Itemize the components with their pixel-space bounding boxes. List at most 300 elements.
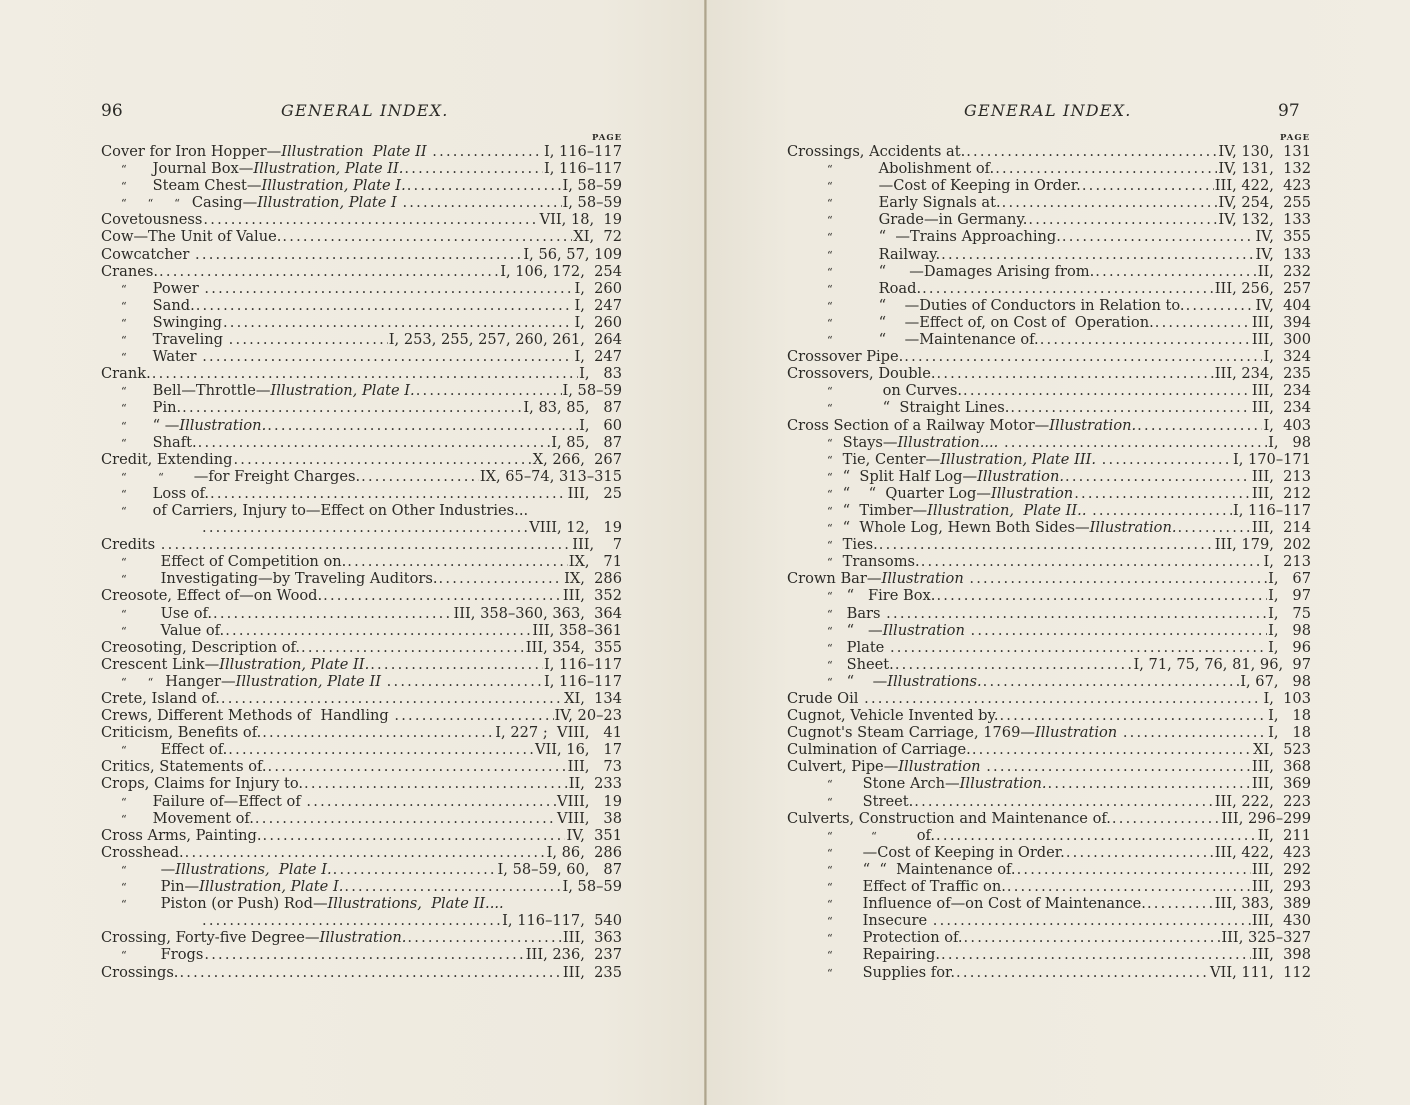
page-reference: III, 7 — [572, 536, 622, 554]
entry-text: Crossovers, Double. — [787, 365, 936, 383]
dot-leader — [890, 639, 1267, 656]
page-reference: III, 292 — [1251, 860, 1311, 878]
page-reference: I, 247 — [574, 296, 622, 314]
entry-text: Transoms. — [842, 553, 920, 571]
page-reference: I, 58–59 — [562, 382, 622, 400]
index-entry — [101, 810, 622, 827]
ditto-marks: “ — [121, 163, 127, 177]
page-reference: I, 106, 172, 254 — [500, 262, 622, 280]
entry-text: Shaft. — [152, 433, 197, 451]
entry-label — [787, 451, 1101, 468]
index-entry — [101, 724, 622, 741]
ditto-marks: “ — [827, 641, 833, 655]
entry-label — [101, 553, 346, 570]
ditto-marks: “ — [827, 436, 833, 450]
dot-leader — [268, 758, 567, 775]
dot-leader — [210, 485, 567, 502]
dot-leader — [196, 297, 574, 314]
entry-illustration-note: Illustration — [881, 570, 969, 588]
index-entry — [101, 622, 622, 639]
page-reference: I, 116–117, 540 — [502, 912, 622, 930]
entry-label — [101, 536, 160, 553]
entry-text: Casing— — [191, 194, 258, 212]
entry-text: Creosoting, Description of. — [101, 638, 301, 656]
entry-label — [787, 639, 889, 656]
entry-label — [101, 263, 158, 280]
running-head: GENERAL INDEX. — [964, 101, 1132, 120]
index-entry — [787, 365, 1311, 382]
index-entry — [101, 485, 622, 502]
entry-label — [787, 844, 1065, 861]
entry-label — [101, 758, 267, 775]
index-entry — [101, 861, 622, 878]
dot-leader — [971, 622, 1268, 639]
entry-label — [101, 622, 224, 639]
dot-leader — [904, 348, 1262, 365]
entry-text: “ Split Half Log— — [842, 467, 978, 485]
ditto-marks: “ — [827, 334, 833, 348]
page-reference: III, 235 — [562, 963, 622, 981]
entry-text: Cover for Iron Hopper— — [101, 143, 282, 160]
entry-label — [101, 160, 403, 177]
dot-leader — [262, 724, 494, 741]
page-column-label: PAGE — [1280, 133, 1311, 143]
ditto-marks: “ “ “ — [121, 197, 180, 211]
entry-text: Crank. — [101, 365, 151, 383]
entry-label — [787, 861, 1016, 878]
index-entry — [787, 314, 1311, 331]
entry-label — [101, 929, 406, 946]
entry-label — [101, 365, 151, 382]
ditto-marks: “ — [827, 607, 833, 621]
dot-leader — [255, 810, 556, 827]
index-entry — [101, 160, 622, 177]
ditto-marks: “ — [827, 504, 833, 518]
page-reference: I, 85, 87 — [551, 433, 622, 451]
entry-label — [787, 707, 998, 724]
page-reference: III, 300 — [1251, 331, 1311, 349]
dot-leader — [1137, 417, 1262, 434]
entry-text: Creosote, Effect of—on Wood. — [101, 587, 323, 605]
index-entry — [787, 639, 1311, 656]
index-entries — [101, 143, 622, 981]
dot-leader — [963, 382, 1251, 399]
dot-leader — [969, 570, 1267, 587]
page-reference: III, 325–327 — [1221, 929, 1311, 947]
entry-text: Loss of. — [152, 484, 210, 502]
page-reference: I, 18 — [1268, 724, 1311, 742]
entry-illustration-note: Illustration, Plate I. — [199, 878, 344, 896]
index-entry — [101, 194, 622, 211]
entry-label — [101, 810, 254, 827]
entry-text: “ —Effect of, on Cost of Operation. — [878, 313, 1154, 331]
index-entry — [787, 622, 1311, 639]
ditto-marks: “ — [121, 504, 127, 518]
page-reference: II, 211 — [1257, 826, 1311, 844]
page-reference: I, 83, 85, 87 — [523, 399, 622, 417]
entry-text: Influence of—on Cost of Maintenance. — [862, 895, 1146, 913]
index-entry — [787, 587, 1311, 604]
dot-leader — [922, 280, 1214, 297]
page-reference: III, 354, 355 — [525, 638, 622, 656]
dot-leader — [229, 331, 388, 348]
entry-text: Use of. — [160, 604, 212, 622]
page-reference: VIII, 19 — [557, 792, 622, 810]
page-reference: III, 234 — [1251, 399, 1311, 417]
page-reference: III, 296–299 — [1221, 809, 1311, 827]
entry-label — [787, 587, 935, 604]
dot-leader — [1155, 314, 1251, 331]
index-entry — [787, 468, 1311, 485]
entry-label — [787, 246, 940, 263]
dot-leader — [301, 639, 525, 656]
dot-leader — [895, 656, 1133, 673]
index-entry — [787, 160, 1311, 177]
entry-label — [101, 946, 203, 963]
entry-label — [101, 485, 209, 502]
entry-label — [101, 570, 438, 587]
page-reference: III, 213 — [1251, 467, 1311, 485]
entry-label — [787, 553, 920, 570]
dot-leader — [941, 246, 1254, 263]
page-reference: IV, 133 — [1255, 245, 1311, 263]
index-entry — [101, 912, 622, 929]
page-reference: X, 266, 267 — [532, 450, 622, 468]
entry-label — [101, 827, 262, 844]
dot-leader — [983, 673, 1240, 690]
entry-label — [101, 861, 332, 878]
entry-label — [787, 382, 962, 399]
entry-text: Repairing. — [862, 946, 940, 964]
ditto-marks: “ — [827, 949, 833, 963]
entry-text: Crews, Different Methods of Handling — [101, 707, 394, 725]
index-entry — [101, 587, 622, 604]
page-reference: I, 75 — [1268, 604, 1311, 622]
ditto-marks: “ — [827, 197, 833, 211]
entry-text: “ —Duties of Conductors in Relation to. — [878, 296, 1185, 314]
ditto-marks: “ — [827, 898, 833, 912]
dot-leader — [282, 228, 572, 245]
page-reference: XI, 523 — [1253, 741, 1311, 759]
ditto-marks: “ “ — [121, 675, 154, 689]
entry-label — [101, 878, 343, 895]
index-entry — [101, 382, 622, 399]
page-reference: III, 236, 237 — [525, 946, 622, 964]
entry-text: “ Timber— — [842, 501, 928, 519]
ditto-marks: “ — [121, 812, 127, 826]
ditto-marks: “ — [827, 590, 833, 604]
dot-leader — [361, 468, 479, 485]
index-entry — [787, 878, 1311, 895]
page-reference: I, 403 — [1263, 416, 1311, 434]
ditto-marks: “ — [827, 299, 833, 313]
entry-text: “ “ Quarter Log— — [842, 484, 991, 502]
page-reference: I, 324 — [1263, 348, 1311, 366]
dot-leader — [304, 775, 568, 792]
dot-leader — [936, 827, 1257, 844]
page-reference: I, 67, 98 — [1240, 672, 1311, 690]
entry-label — [101, 605, 212, 622]
entry-text: Cugnot's Steam Carriage, 1769— — [787, 724, 1035, 742]
page-reference: III, 398 — [1251, 946, 1311, 964]
entry-label — [101, 228, 281, 245]
entry-label — [787, 502, 1091, 519]
page-reference: I, 116–117 — [543, 655, 622, 673]
entry-label — [101, 417, 266, 434]
page-number: 97 — [1278, 101, 1300, 121]
ditto-marks: “ — [121, 949, 127, 963]
entry-label — [787, 177, 1081, 194]
ditto-marks: “ — [121, 863, 127, 877]
page-reference: III, 358–361 — [532, 621, 622, 639]
entry-text: “ “ Maintenance of. — [862, 860, 1016, 878]
dot-leader — [879, 536, 1214, 553]
dot-leader — [407, 929, 562, 946]
page-reference: VII, 18, 19 — [539, 211, 622, 229]
entry-label — [787, 810, 1111, 827]
page-column-label: PAGE — [592, 133, 623, 143]
page-reference: I, 97 — [1268, 587, 1311, 605]
dot-leader — [937, 365, 1214, 382]
page-reference: IX, 65–74, 313–315 — [479, 467, 622, 485]
index-entry — [101, 399, 622, 416]
entry-illustration-note: Illustration.... — [897, 433, 1003, 451]
entry-text: Credits — [101, 536, 160, 554]
dot-leader — [1102, 451, 1232, 468]
page-reference: IV, 351 — [566, 826, 622, 844]
page-reference: VIII, 12, 19 — [529, 519, 622, 537]
index-entry — [787, 758, 1311, 775]
entry-text: Piston (or Push) Rod— — [160, 895, 328, 913]
page-reference: I, 227 ; VIII, 41 — [495, 724, 622, 742]
entry-text: “ Whole Log, Hewn Both Sides— — [842, 519, 1090, 537]
page-reference: III, 234, 235 — [1214, 365, 1311, 383]
entry-illustration-note: Illustration, Plate I — [257, 194, 402, 212]
dot-leader — [402, 194, 561, 211]
dot-leader — [1002, 194, 1218, 211]
ditto-marks: “ — [121, 282, 127, 296]
entry-text: Ties. — [842, 536, 878, 554]
entry-text: Failure of—Effect of — [152, 792, 306, 810]
entry-text: Movement of. — [152, 809, 254, 827]
index-entry — [787, 827, 1311, 844]
entry-label — [101, 793, 305, 810]
entry-label — [101, 673, 386, 690]
entry-label — [787, 964, 955, 981]
index-entry — [101, 605, 622, 622]
index-entry — [787, 228, 1311, 245]
entry-text: Covetousness — [101, 211, 203, 229]
page-reference: I, 253, 255, 257, 260, 261, 264 — [388, 331, 622, 349]
entry-text: Criticism, Benefits of. — [101, 724, 262, 742]
ditto-marks: “ — [827, 385, 833, 399]
dot-leader — [933, 912, 1251, 929]
index-entry — [787, 724, 1311, 741]
entry-text: Crescent Link— — [101, 655, 220, 673]
entry-text: Stone Arch— — [862, 775, 960, 793]
dot-leader — [864, 690, 1262, 707]
entry-label — [787, 912, 932, 929]
index-entry — [101, 348, 622, 365]
ditto-marks: “ — [121, 334, 127, 348]
ditto-marks: “ — [827, 675, 833, 689]
page-reference: XI, 72 — [573, 228, 622, 246]
dot-leader — [439, 570, 564, 587]
ditto-marks: “ — [121, 351, 127, 365]
entry-illustration-note: Illustration — [882, 621, 970, 639]
page-reference: III, 222, 223 — [1214, 792, 1311, 810]
dot-leader — [195, 246, 522, 263]
entry-label — [787, 211, 1027, 228]
index-entry — [787, 570, 1311, 587]
entry-text: —Cost of Keeping in Order. — [862, 843, 1065, 861]
index-entry — [101, 570, 622, 587]
ditto-marks: “ — [827, 265, 833, 279]
ditto-marks: “ — [827, 487, 833, 501]
entry-label — [787, 793, 913, 810]
page-reference: IV, 131, 132 — [1218, 160, 1311, 178]
entry-label — [787, 775, 1047, 792]
dot-leader — [1112, 810, 1221, 827]
entry-text: Insecure — [862, 912, 932, 930]
page-reference: I, 98 — [1268, 433, 1311, 451]
index-entry — [787, 519, 1311, 536]
page-reference: I, 58–59, 60, 87 — [497, 860, 622, 878]
entry-text: Early Signals at. — [878, 194, 1001, 212]
entry-text: Railway. — [878, 245, 941, 263]
dot-leader — [1082, 177, 1214, 194]
dot-leader — [1074, 485, 1251, 502]
index-entry — [101, 741, 622, 758]
ditto-marks: “ “ — [121, 470, 164, 484]
index-entry — [101, 297, 622, 314]
entry-illustration-note: Illustration, Plate II. — [219, 655, 370, 673]
entry-label — [787, 194, 1001, 211]
entry-label — [787, 297, 1185, 314]
index-entry — [787, 502, 1311, 519]
entry-label — [787, 263, 1094, 280]
entry-label — [787, 570, 968, 587]
entry-label — [787, 365, 936, 382]
index-entry — [787, 895, 1311, 912]
ditto-marks: “ — [827, 539, 833, 553]
entry-label — [787, 348, 903, 365]
page-reference: IV, 20–23 — [554, 707, 622, 725]
index-entry — [101, 758, 622, 775]
entry-label — [787, 331, 1039, 348]
dot-leader — [416, 382, 562, 399]
entry-label — [101, 639, 300, 656]
index-entry — [101, 964, 622, 981]
page-reference: II, 232 — [1257, 262, 1311, 280]
dot-leader — [228, 741, 534, 758]
page-reference: I, 260 — [574, 279, 622, 297]
page-reference: III, 25 — [567, 484, 622, 502]
index-entry — [787, 707, 1311, 724]
dot-leader — [387, 673, 543, 690]
dot-leader — [306, 793, 556, 810]
entry-illustration-note: Illustration, Plate III. — [940, 450, 1101, 468]
entry-text: Cowcatcher — [101, 245, 195, 263]
entry-text: Supplies for. — [862, 963, 956, 981]
entry-label — [787, 160, 994, 177]
entry-text: Bars — [846, 604, 886, 622]
entry-text: Tie, Center— — [842, 450, 941, 468]
entry-label — [787, 485, 1073, 502]
index-entry — [101, 775, 622, 792]
entry-label — [101, 741, 227, 758]
entry-text: Stays— — [842, 433, 898, 451]
entry-label — [101, 331, 228, 348]
entry-label — [101, 502, 528, 519]
index-entry — [787, 844, 1311, 861]
index-entry — [787, 177, 1311, 194]
page-reference: I, 58–59 — [562, 177, 622, 195]
dot-leader — [986, 758, 1251, 775]
entry-text: Crossings, Accidents at. — [787, 143, 966, 160]
page-reference: I, 96 — [1268, 638, 1311, 656]
entry-text: “ —Trains Approaching. — [878, 228, 1061, 246]
ditto-marks: “ — [121, 487, 127, 501]
dot-leader — [972, 741, 1252, 758]
ditto-marks: “ — [827, 214, 833, 228]
dot-leader — [1065, 468, 1251, 485]
index-entry — [787, 912, 1311, 929]
entry-illustration-note: Illustration, Plate II — [235, 672, 386, 690]
page-reference: I, 116–117 — [1232, 501, 1311, 519]
entry-label — [787, 758, 985, 775]
entry-label — [101, 382, 415, 399]
page-reference: III, 422, 423 — [1214, 177, 1311, 195]
dot-leader — [198, 434, 551, 451]
index-entry — [101, 434, 622, 451]
page-reference: I, 170–171 — [1232, 450, 1311, 468]
ditto-marks: “ — [121, 316, 127, 330]
entry-label — [787, 434, 1003, 451]
page-reference: II, 233 — [568, 775, 622, 793]
ditto-marks: “ — [121, 299, 127, 313]
entry-label — [101, 895, 504, 912]
entry-text: Crown Bar— — [787, 570, 882, 588]
page-reference: III, 383, 389 — [1214, 895, 1311, 913]
index-entry — [787, 673, 1311, 690]
dot-leader — [179, 964, 561, 981]
index-entry — [787, 451, 1311, 468]
ditto-marks: “ — [827, 778, 833, 792]
index-entry — [787, 348, 1311, 365]
index-entry — [787, 331, 1311, 348]
entry-label — [787, 929, 963, 946]
entry-text: Investigating—by Traveling Auditors. — [160, 570, 438, 588]
index-entry — [787, 194, 1311, 211]
dot-leader — [225, 622, 531, 639]
page-reference: III, 430 — [1251, 912, 1311, 930]
entry-label — [787, 622, 970, 639]
index-entry — [101, 536, 622, 553]
entry-illustration-note: Illustration, Plate I. — [270, 382, 415, 400]
index-entry — [787, 964, 1311, 981]
index-entry — [101, 519, 622, 536]
ditto-marks: “ — [121, 881, 127, 895]
dot-leader — [233, 451, 531, 468]
page-reference: III, 212 — [1251, 484, 1311, 502]
entry-label — [787, 228, 1061, 245]
entry-label — [101, 177, 406, 194]
index-entry — [101, 793, 622, 810]
dot-leader — [1040, 331, 1251, 348]
index-entry — [101, 673, 622, 690]
dot-leader — [1007, 878, 1251, 895]
